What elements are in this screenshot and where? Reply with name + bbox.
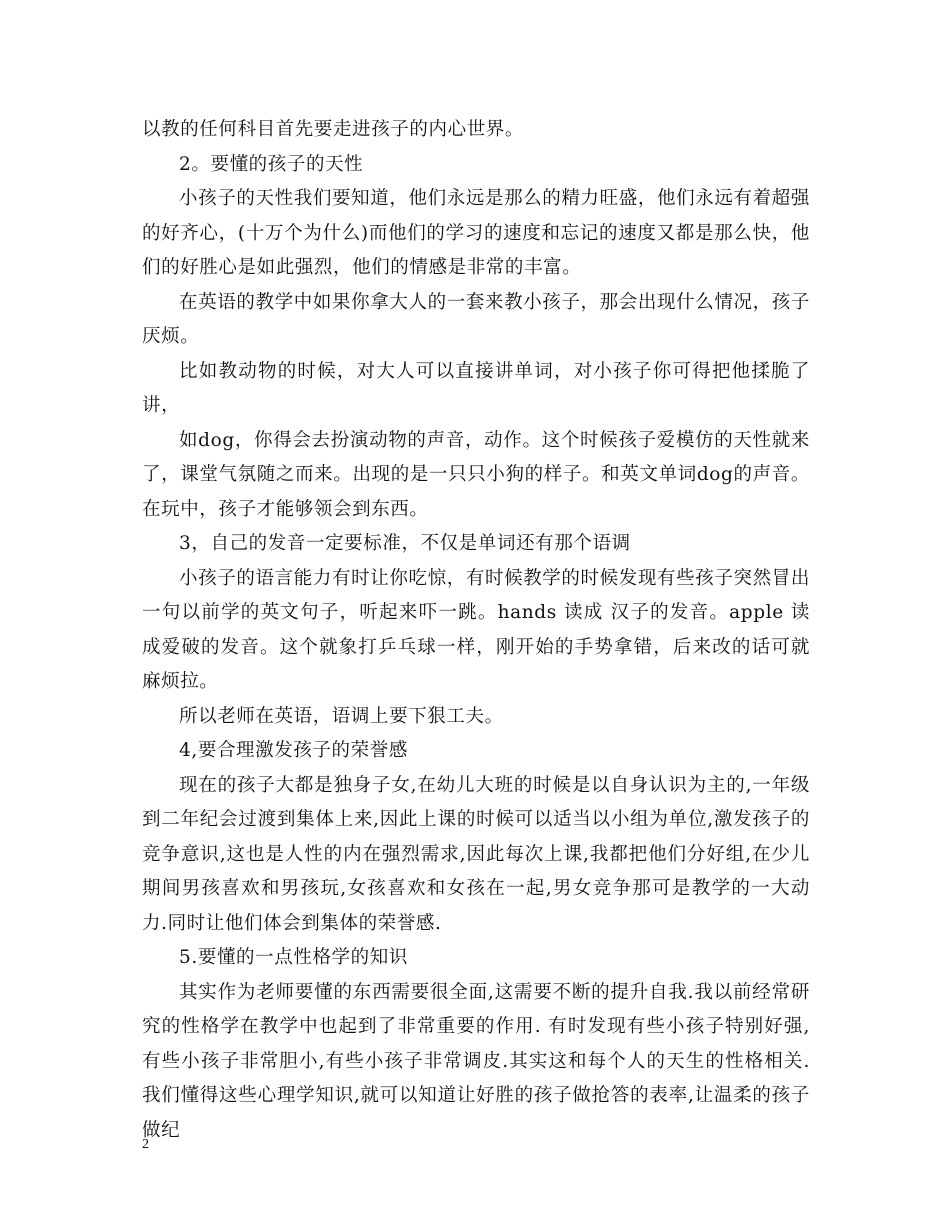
paragraph-11: 现在的孩子大都是独身子女,在幼儿大班的时候是以自身认识为主的,一年级到二年纪会过渡到集体上来,因此上课的时候可以适当以小组为单位,激发孩子的竞争意识,这也是人性的内在强烈需求,因此每次上课,我都把他们分好组,在少儿期间男孩喜欢和男孩玩,女孩喜欢和女孩在一起,男女竞争那可是教学的一大动力.同时让他们体会到集体的荣誉感. — [142, 774, 810, 934]
heading-3-pronunciation: 3，自己的发音一定要标准，不仅是单词还有那个语调 — [179, 533, 631, 554]
body-text — [142, 113, 810, 1148]
paragraph-3: 小孩子的天性我们要知道，他们永远是那么的精力旺盛，他们永远有着超强的好齐心，(十万个为什么)而他们的学习的速度和忘记的速度又都是那么快，他们的好胜心是如此强烈，他们的情感是非常的丰富。 — [142, 188, 810, 278]
paragraph-5: 比如教动物的时候，对大人可以直接讲单词，对小孩子你可得把他揉脆了讲， — [142, 360, 810, 416]
paragraph-4: 在英语的教学中如果你拿大人的一套来教小孩子，那会出现什么情况，孩子厌烦。 — [142, 291, 810, 347]
paragraph-1: 以教的任何科目首先要走进孩子的内心世界。 — [142, 119, 525, 140]
paragraph-9: 所以老师在英语，语调上要下狠工夫。 — [179, 705, 504, 727]
heading-2-nature: 2。要懂的孩子的天性 — [179, 153, 364, 175]
paragraph-13: 其实作为老师要懂的东西需要很全面,这需要不断的提升自我.我以前经常研究的性格学在教学中也起到了非常重要的作用. 有时发现有些小孩子特别好强,有些小孩子非常胆小,有些小孩子非常调皮.其实这和每个人的天生的性格相关.我们懂得这些心理学知识,就可以知道让好胜的孩子做抢答的表率,让温柔的孩子做纪 — [142, 981, 810, 1141]
paragraph-6: 如dog，你得会去扮演动物的声音，动作。这个时候孩子爱模仿的天性就来了，课堂气氛随之而来。出现的是一只只小狗的样子。和英文单词dog的声音。在玩中，孩子才能够领会到东西。 — [142, 429, 810, 520]
page-number: 2 — [142, 1137, 149, 1152]
paragraph-8: 小孩子的语言能力有时让你吃惊，有时候教学的时候发现有些孩子突然冒出一句以前学的英文句子，听起来吓一跳。hands 读成 汉子的发音。apple 读成爱破的发音。这个就象打乒乓球一样，刚开始的手势拿错，后来改的话可就麻烦拉。 — [142, 567, 810, 692]
heading-4-honor: 4,要合理激发孩子的荣誉感 — [179, 740, 408, 761]
heading-5-personality: 5.要懂的一点性格学的知识 — [179, 947, 408, 968]
